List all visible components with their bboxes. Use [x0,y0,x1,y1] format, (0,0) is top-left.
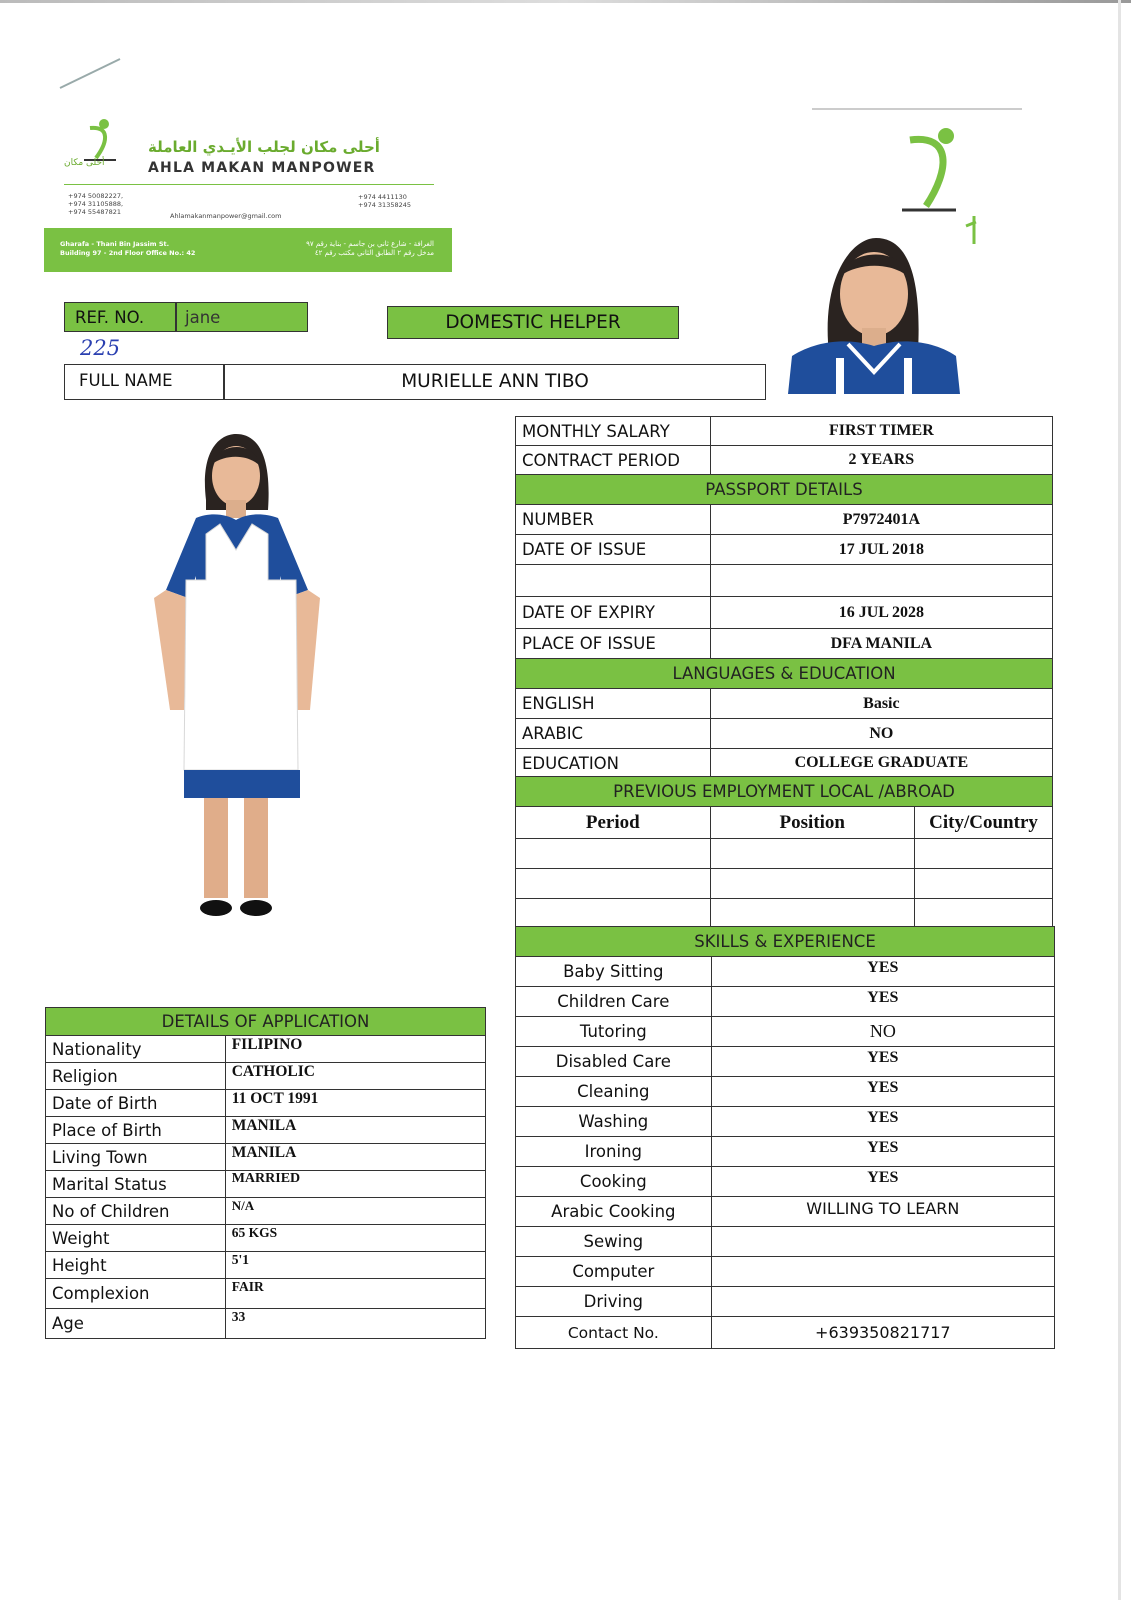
detail-label: Nationality [46,1036,226,1063]
detail-label: Place of Birth [46,1117,226,1144]
employment-column-position: Position [710,807,915,839]
company-logo-icon [80,118,120,162]
skill-label: Tutoring [516,1017,712,1047]
employment-cell [710,899,915,929]
phones-right [358,193,411,209]
detail-label: Weight [46,1225,226,1252]
detail-value: MANILA [225,1144,485,1171]
employment-cell [710,839,915,869]
date-of-issue-label: DATE OF ISSUE [516,535,711,565]
monthly-salary-label: MONTHLY SALARY [516,417,711,446]
phone-number: +974 50082227, [68,192,124,200]
position-title [387,306,679,339]
arabic-label: ARABIC [516,719,711,749]
skill-label: Children Care [516,987,712,1017]
skill-label: Cleaning [516,1077,712,1107]
skill-label: Ironing [516,1137,712,1167]
detail-value: MARRIED [225,1171,485,1198]
full-name-value: MURIELLE ANN TIBO [401,371,589,392]
address-line: الغرافة - شارع ثاني بن جاسم - بناية رقم ٩٧ [306,240,434,248]
details-of-application-table [45,1007,486,1339]
skill-value: YES [711,1077,1054,1107]
languages-education-header: LANGUAGES & EDUCATION [516,659,1053,689]
employment-cell [710,869,915,899]
passport-number-label: NUMBER [516,505,711,535]
full-name-row [64,364,766,400]
portrait-photo-drawing [788,232,960,394]
contact-number-label: Contact No. [516,1317,712,1349]
detail-label: Age [46,1309,226,1339]
full-body-photo-drawing [140,430,340,930]
previous-employment-table [515,776,1053,929]
company-email: Ahlamakanmanpower@gmail.com [170,212,282,220]
ref-divider [175,303,177,331]
detail-label: Religion [46,1063,226,1090]
company-logo-text: أحلى مكان [64,158,105,168]
phones-left [68,192,123,216]
detail-label: Complexion [46,1279,226,1309]
employment-column-city-country: City/Country [915,807,1053,839]
phone-number: +974 55487821 [68,208,122,216]
ref-box [64,302,308,332]
employment-cell [516,869,711,899]
skill-value: YES [711,1167,1054,1197]
blank-cell [516,565,711,597]
skill-label: Disabled Care [516,1047,712,1077]
right-logo-line [812,108,1022,110]
portrait-photo [788,232,960,394]
skill-value: YES [711,1047,1054,1077]
english-label: ENGLISH [516,689,711,719]
detail-value: FAIR [225,1279,485,1309]
arabic-value: NO [710,719,1052,749]
skill-value [711,1257,1054,1287]
ref-label: REF. NO. [75,308,145,327]
place-of-issue-label: PLACE OF ISSUE [516,629,711,659]
skills-experience-table [515,926,1055,1349]
skill-label: Baby Sitting [516,957,712,987]
skill-value [711,1227,1054,1257]
education-value: COLLEGE GRADUATE [710,749,1052,778]
contract-period-label: CONTRACT PERIOD [516,446,711,475]
detail-value: CATHOLIC [225,1063,485,1090]
date-of-expiry-label: DATE OF EXPIRY [516,597,711,629]
date-of-expiry-value: 16 JUL 2028 [710,597,1052,629]
skill-label: Cooking [516,1167,712,1197]
date-of-issue-value: 17 JUL 2018 [710,535,1052,565]
previous-employment-header: PREVIOUS EMPLOYMENT LOCAL /ABROAD [516,777,1053,807]
skill-value: YES [711,1137,1054,1167]
employment-cell [915,869,1053,899]
blank-cell [710,565,1052,597]
employment-cell [915,839,1053,869]
detail-value: FILIPINO [225,1036,485,1063]
passport-number-value: P7972401A [710,505,1052,535]
skill-label: Washing [516,1107,712,1137]
address-arabic [246,240,434,258]
header-divider [64,184,434,185]
detail-label: Marital Status [46,1171,226,1198]
detail-value: 5'1 [225,1252,485,1279]
detail-label: Living Town [46,1144,226,1171]
detail-label: No of Children [46,1198,226,1225]
address-line: Building 97 - 2nd Floor Office No.: 42 [60,249,196,257]
skill-label: Driving [516,1287,712,1317]
english-value: Basic [710,689,1052,719]
passport-details-header: PASSPORT DETAILS [516,475,1053,505]
skill-value: NO [711,1017,1054,1047]
fax-number: +974 31358245 [358,201,412,209]
skill-label: Computer [516,1257,712,1287]
skills-experience-header: SKILLS & EXPERIENCE [516,927,1055,957]
detail-value: 11 OCT 1991 [225,1090,485,1117]
contact-number-value: +639350821717 [711,1317,1054,1349]
skill-value: YES [711,957,1054,987]
skill-value: WILLING TO LEARN [711,1197,1054,1227]
employment-cell [516,899,711,929]
ref-value: jane [185,308,221,327]
education-label: EDUCATION [516,749,711,778]
scan-right-edge [1118,0,1121,1600]
detail-value: 33 [225,1309,485,1339]
details-header: DETAILS OF APPLICATION [46,1008,486,1036]
skill-label: Sewing [516,1227,712,1257]
company-logo-large-icon [896,126,992,246]
skill-value [711,1287,1054,1317]
employment-cell [516,839,711,869]
detail-label: Date of Birth [46,1090,226,1117]
job-passport-table [515,416,1053,778]
skill-value: YES [711,987,1054,1017]
monthly-salary-value: FIRST TIMER [710,417,1052,446]
employment-cell [915,899,1053,929]
ref-handwritten-number: 225 [80,336,121,360]
company-name-arabic: أحلى مكان لجلب الأيـدي العاملة [148,138,380,156]
skill-value: YES [711,1107,1054,1137]
employment-column-period: Period [516,807,711,839]
detail-value: N/A [225,1198,485,1225]
detail-value: 65 KGS [225,1225,485,1252]
detail-value: MANILA [225,1117,485,1144]
address-line: مدخل رقم ٢ الطابق الثاني مكتب رقم ٤٢ [314,249,434,257]
full-body-photo [140,430,340,930]
contract-period-value: 2 YEARS [710,446,1052,475]
position-title-text: DOMESTIC HELPER [445,312,621,333]
place-of-issue-value: DFA MANILA [710,629,1052,659]
company-name: AHLA MAKAN MANPOWER [148,160,376,176]
phone-number: +974 31105888, [68,200,124,208]
skill-label: Arabic Cooking [516,1197,712,1227]
address-line: Gharafa - Thani Bin Jassim St. [60,240,170,248]
pen-stroke [58,56,124,92]
detail-label: Height [46,1252,226,1279]
full-name-label: FULL NAME [79,371,173,390]
address-english [60,240,195,258]
phone-number: +974 4411130 [358,193,407,201]
scan-edge [0,0,1131,3]
